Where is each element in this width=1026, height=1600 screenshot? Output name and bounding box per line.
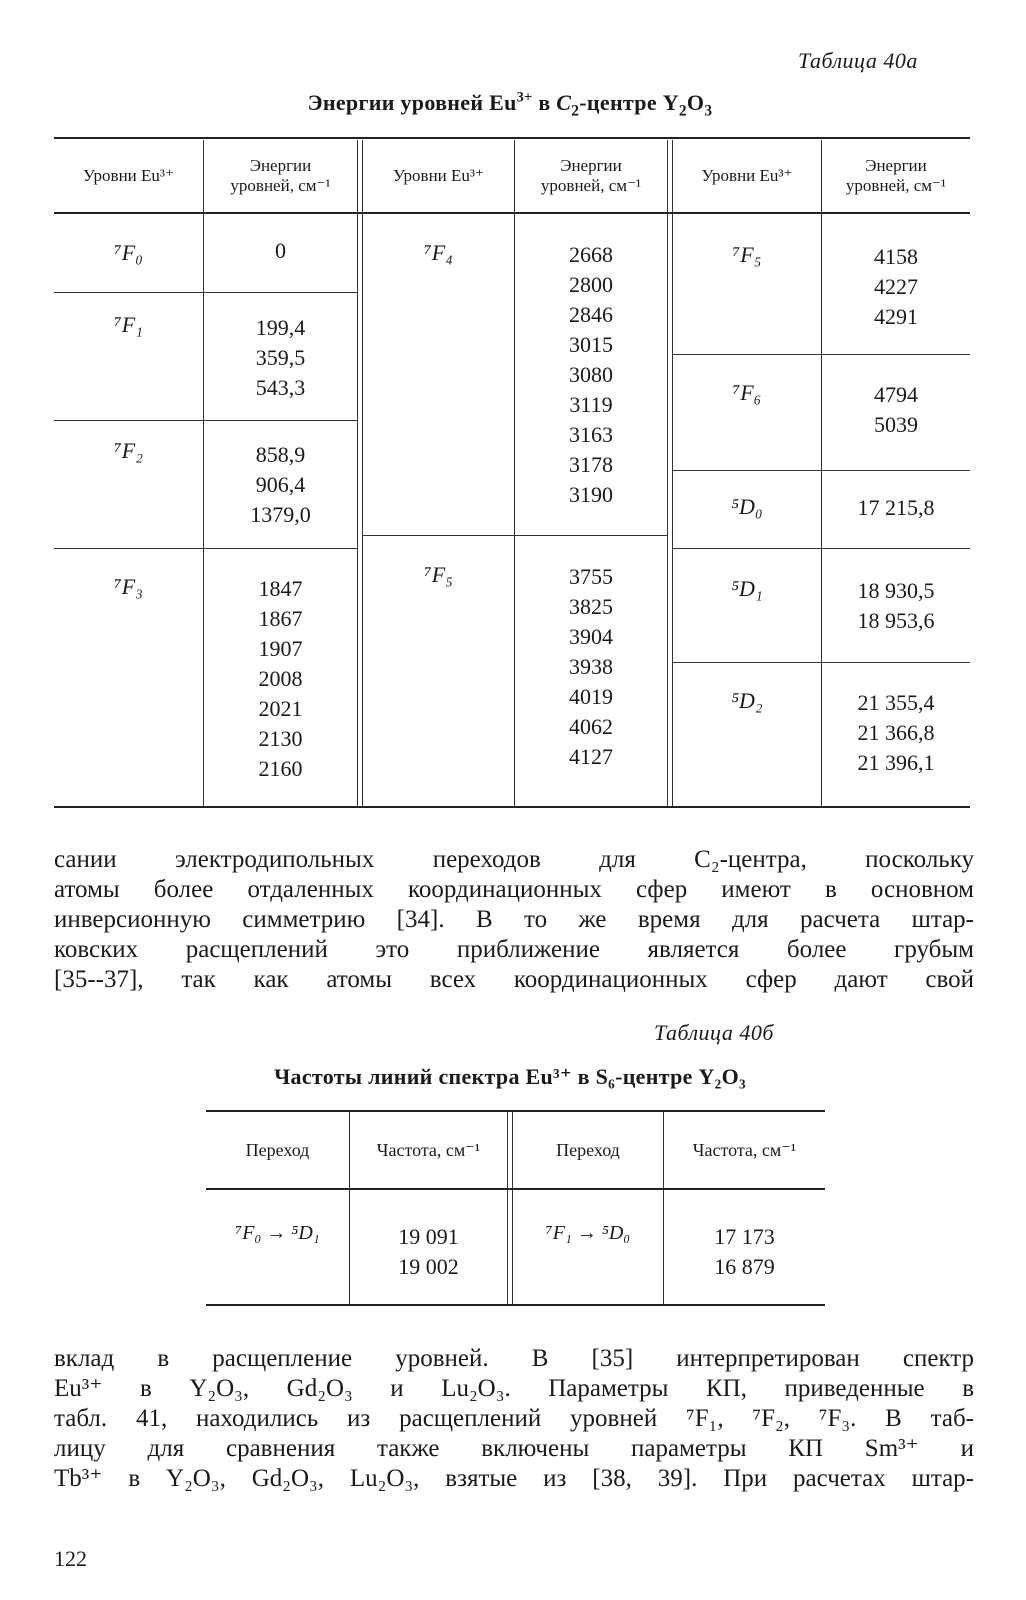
header-level-2: Уровни Eu³⁺ xyxy=(393,166,484,185)
level-label: ⁵D₂ xyxy=(731,688,763,713)
page-number: 122 xyxy=(54,1546,87,1571)
transition-label: ⁷F₁ → ⁵D₀ xyxy=(545,1222,631,1244)
header-frequency-1: Частота, см⁻¹ xyxy=(376,1140,481,1160)
body-paragraph-1: сании электродипольных переходов для C₂-центра, поскольку атомы более отдаленных координационных сфер имеют в основном инверсионную симметрию [34]. В то же время для расчета штар- ковских расщеплений это приближение является более грубым [35--37], так как атомы всех координационных сфер дают свой xyxy=(54,846,974,993)
energy-values: 17 215,8 xyxy=(857,495,935,520)
energy-values: 18 930,5 18 953,6 xyxy=(857,578,935,633)
level-label: ⁷F₀ xyxy=(114,240,143,265)
energy-values: 1847 1867 1907 2008 2021 2130 2160 xyxy=(258,576,303,781)
energy-values: 2668 2800 2846 3015 3080 3119 3163 3178 3190 xyxy=(569,242,613,507)
frequency-values: 19 091 19 002 xyxy=(398,1224,459,1279)
header-frequency-2: Частота, см⁻¹ xyxy=(692,1140,797,1160)
energy-values: 21 355,4 21 366,8 21 396,1 xyxy=(857,690,935,775)
header-level-1: Уровни Eu³⁺ xyxy=(83,166,174,185)
energy-values: 858,9 906,4 1379,0 xyxy=(250,442,311,527)
level-label: ⁷F₁ xyxy=(114,312,143,337)
energy-values: 4794 5039 xyxy=(874,382,918,437)
level-label: ⁷F₂ xyxy=(114,438,143,463)
energy-values: 0 xyxy=(275,238,286,263)
body-paragraph-2: вклад в расщепление уровней. В [35] интерпретирован спектр Eu³⁺ в Y₂O₃, Gd₂O₃ и Lu₂O₃. Параметры КП, приведенные в табл. 41, находились из расщеплений уровней ⁷F₁, ⁷F₂, ⁷F₃. В таб- лицу для сравнения также включены параметры КП Sm³⁺ и Tb³⁺ в Y₂O₃, Gd₂O₃, Lu₂O₃, взятые из [38, 39]. При расчетах штар- xyxy=(54,1345,974,1492)
header-level-3: Уровни Eu³⁺ xyxy=(701,166,793,185)
level-label: ⁷F₅ xyxy=(732,242,762,267)
table-a-title: Энергии уровней $Eu^{3+}$ в $C_2$-центре $Y_2O_3$ xyxy=(307,89,713,120)
header-energy-1: Энергии уровней, см⁻¹ xyxy=(230,156,331,195)
energy-values: 199,4 359,5 543,3 xyxy=(255,315,306,400)
header-energy-2: Энергии уровней, см⁻¹ xyxy=(540,156,642,195)
energy-values: 3755 3825 3904 3938 4019 4062 4127 xyxy=(569,564,613,769)
level-label: ⁷F₅ xyxy=(424,562,453,587)
transition-label: ⁷F₀ → ⁵D₁ xyxy=(235,1222,320,1244)
frequency-values: 17 173 16 879 xyxy=(714,1224,775,1279)
energy-values: 4158 4227 4291 xyxy=(874,244,918,329)
level-label: ⁷F₃ xyxy=(114,574,143,599)
table-b-caption: Таблица 40б xyxy=(654,1020,774,1045)
header-transition-1: Переход xyxy=(245,1140,310,1160)
table-b-title: Частоты линий спектра Eu³⁺ в S₆-центре Y₂O₃ xyxy=(274,1064,746,1089)
table-a-caption: Таблица 40а xyxy=(798,48,918,73)
level-label: ⁵D₀ xyxy=(731,494,763,519)
header-energy-3: Энергии уровней, см⁻¹ xyxy=(845,156,947,195)
level-label: ⁷F₄ xyxy=(424,240,453,265)
level-label: ⁷F₆ xyxy=(732,380,762,405)
header-transition-2: Переход xyxy=(556,1140,620,1160)
level-label: ⁵D₁ xyxy=(731,576,763,601)
